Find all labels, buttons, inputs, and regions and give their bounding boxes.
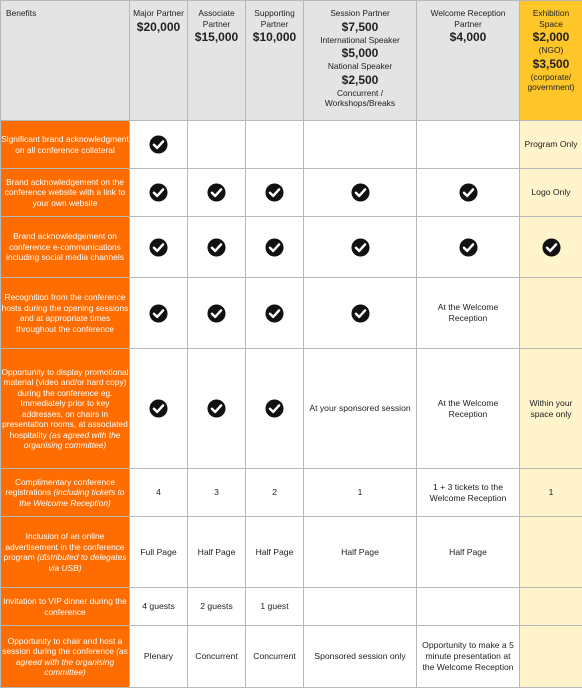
major-cell bbox=[130, 278, 188, 349]
exhibition-cell bbox=[520, 588, 582, 626]
check-circle-icon bbox=[149, 183, 168, 202]
benefit-text: Inclusion of an online advertisement in the conference program bbox=[3, 531, 125, 562]
associate-cell bbox=[188, 469, 246, 517]
check-circle-icon bbox=[207, 304, 226, 323]
major-partner-header bbox=[130, 1, 188, 121]
session-cell bbox=[304, 626, 417, 688]
supporting-value: 1 guest bbox=[260, 601, 289, 612]
table-row bbox=[1, 469, 582, 517]
exhibition-value: Within your space only bbox=[529, 397, 573, 419]
table-row bbox=[1, 517, 582, 588]
supporting-cell bbox=[246, 121, 304, 169]
exhibition-space-name: Exhibition Space bbox=[532, 8, 570, 29]
benefit-description bbox=[1, 278, 130, 349]
session-price-national: $5,000 bbox=[341, 46, 379, 60]
reception-cell bbox=[417, 169, 520, 217]
check-circle-icon bbox=[149, 238, 168, 257]
associate-cell bbox=[188, 169, 246, 217]
supporting-cell bbox=[246, 169, 304, 217]
associate-cell bbox=[188, 349, 246, 469]
benefit-description bbox=[1, 469, 130, 517]
reception-value: 1 + 3 tickets to the Welcome Reception bbox=[429, 481, 507, 503]
associate-partner-name: Associate Partner bbox=[198, 8, 235, 29]
check-circle-icon bbox=[459, 238, 478, 257]
session-value: At your sponsored session bbox=[309, 403, 411, 414]
header-row bbox=[1, 1, 582, 121]
supporting-partner-name: Supporting Partner bbox=[254, 8, 295, 29]
major-cell bbox=[130, 169, 188, 217]
reception-cell bbox=[417, 121, 520, 169]
table-row bbox=[1, 169, 582, 217]
associate-cell bbox=[188, 588, 246, 626]
supporting-cell bbox=[246, 588, 304, 626]
supporting-cell bbox=[246, 217, 304, 278]
benefits-header bbox=[1, 1, 130, 121]
table-row bbox=[1, 626, 582, 688]
benefit-note: (as agreed with the organising committee) bbox=[23, 429, 121, 450]
supporting-cell bbox=[246, 517, 304, 588]
major-value: Full Page bbox=[140, 546, 177, 557]
major-value: Plenary bbox=[143, 651, 174, 662]
exhibition-space-header bbox=[520, 1, 582, 121]
reception-value: At the Welcome Reception bbox=[437, 397, 499, 419]
exhibition-cell bbox=[520, 169, 582, 217]
reception-cell bbox=[417, 588, 520, 626]
session-cell bbox=[304, 588, 417, 626]
session-partner-name: Session Partner bbox=[330, 8, 390, 18]
major-cell bbox=[130, 588, 188, 626]
session-label-concurrent: Concurrent / Workshops/Breaks bbox=[324, 87, 396, 108]
check-circle-icon bbox=[265, 399, 284, 418]
check-circle-icon bbox=[207, 238, 226, 257]
associate-value: Half Page bbox=[197, 546, 236, 557]
benefit-rows bbox=[1, 121, 582, 688]
associate-cell bbox=[188, 217, 246, 278]
check-circle-icon bbox=[265, 238, 284, 257]
check-circle-icon bbox=[351, 183, 370, 202]
exhibition-cell bbox=[520, 626, 582, 688]
benefit-text: Opportunity to chair and host a session during the conference bbox=[2, 635, 123, 656]
associate-partner-header bbox=[188, 1, 246, 121]
benefit-text: Significant brand acknowledgment on all conference collateral bbox=[1, 134, 129, 155]
exhibition-value: 1 bbox=[548, 487, 554, 498]
exhibition-value: Logo Only bbox=[531, 187, 571, 198]
reception-value: Half Page bbox=[449, 546, 487, 557]
session-label-national: National Speaker bbox=[327, 61, 393, 71]
associate-cell bbox=[188, 121, 246, 169]
session-price-concurrent: $2,500 bbox=[341, 72, 379, 87]
benefit-text: Recognition from the conference hosts during the opening sessions and at appropriate times throughout the conference bbox=[1, 292, 129, 334]
session-cell bbox=[304, 217, 417, 278]
table-row bbox=[1, 588, 582, 626]
benefit-text: Opportunity to display promotional material (video and/or hard copy) during the conference eg. Immediately prior to key addresses, on chairs in presentation rooms, at associated hospitality bbox=[1, 366, 129, 440]
session-cell bbox=[304, 278, 417, 349]
major-value: 4 bbox=[156, 487, 161, 498]
session-value: Half Page bbox=[341, 546, 379, 557]
major-cell bbox=[130, 349, 188, 469]
reception-value: At the Welcome Reception bbox=[437, 302, 499, 323]
check-circle-icon bbox=[207, 399, 226, 418]
supporting-cell bbox=[246, 278, 304, 349]
supporting-cell bbox=[246, 626, 304, 688]
supporting-value: 2 bbox=[272, 487, 277, 498]
supporting-cell bbox=[246, 349, 304, 469]
exhibition-cell bbox=[520, 217, 582, 278]
session-cell bbox=[304, 349, 417, 469]
check-circle-icon bbox=[149, 304, 168, 323]
associate-value: Concurrent bbox=[195, 651, 238, 662]
session-cell bbox=[304, 169, 417, 217]
session-value: 1 bbox=[357, 487, 363, 498]
session-cell bbox=[304, 517, 417, 588]
check-circle-icon bbox=[351, 238, 370, 257]
major-cell bbox=[130, 626, 188, 688]
associate-value: 2 guests bbox=[200, 601, 233, 612]
welcome-reception-header bbox=[417, 1, 520, 121]
associate-cell bbox=[188, 626, 246, 688]
supporting-value: Half Page bbox=[255, 546, 294, 557]
exhibition-value: Program Only bbox=[524, 139, 578, 150]
benefit-note: (including tickets to the Welcome Reception) bbox=[19, 487, 125, 508]
supporting-cell bbox=[246, 469, 304, 517]
session-value: Sponsored session only bbox=[314, 651, 406, 662]
reception-cell bbox=[417, 217, 520, 278]
benefit-text: Invitation to VIP dinner during the conference bbox=[3, 596, 127, 617]
session-label-international: International Speaker bbox=[320, 34, 400, 45]
table-row bbox=[1, 349, 582, 469]
exhibition-label-corporate: (corporate/ government) bbox=[527, 71, 575, 92]
major-value: 4 guests bbox=[142, 601, 175, 612]
benefits-header-label: Benefits bbox=[6, 8, 37, 18]
reception-cell bbox=[417, 278, 520, 349]
table-row bbox=[1, 121, 582, 169]
welcome-reception-name: Welcome Reception Partner bbox=[430, 8, 506, 29]
reception-cell bbox=[417, 626, 520, 688]
exhibition-cell bbox=[520, 121, 582, 169]
session-cell bbox=[304, 469, 417, 517]
session-cell bbox=[304, 121, 417, 169]
benefit-description bbox=[1, 169, 130, 217]
benefit-description bbox=[1, 121, 130, 169]
reception-cell bbox=[417, 517, 520, 588]
check-circle-icon bbox=[265, 183, 284, 202]
benefit-description bbox=[1, 217, 130, 278]
check-circle-icon bbox=[542, 238, 561, 257]
benefit-description bbox=[1, 588, 130, 626]
reception-cell bbox=[417, 349, 520, 469]
benefit-note: (as agreed with the organising committee) bbox=[15, 646, 128, 677]
associate-value: 3 bbox=[214, 487, 219, 498]
supporting-value: Concurrent bbox=[253, 651, 296, 662]
exhibition-cell bbox=[520, 469, 582, 517]
major-partner-price: $20,000 bbox=[136, 19, 181, 34]
check-circle-icon bbox=[149, 135, 168, 154]
reception-cell bbox=[417, 469, 520, 517]
benefit-description bbox=[1, 517, 130, 588]
reception-value: Opportunity to make a 5 minute presentation at the Welcome Reception bbox=[422, 640, 514, 672]
benefit-description bbox=[1, 626, 130, 688]
exhibition-label-ngo: (NGO) bbox=[538, 45, 564, 55]
check-circle-icon bbox=[265, 304, 284, 323]
exhibition-cell bbox=[520, 278, 582, 349]
major-partner-name: Major Partner bbox=[133, 8, 184, 18]
check-circle-icon bbox=[351, 304, 370, 323]
session-partner-header bbox=[304, 1, 417, 121]
associate-cell bbox=[188, 517, 246, 588]
major-cell bbox=[130, 217, 188, 278]
session-price-international: $7,500 bbox=[341, 19, 379, 34]
associate-partner-price: $15,000 bbox=[194, 30, 239, 44]
associate-cell bbox=[188, 278, 246, 349]
benefit-text: Brand acknowledgement on conference e-communications including social media channels bbox=[6, 231, 124, 263]
exhibition-cell bbox=[520, 349, 582, 469]
major-cell bbox=[130, 121, 188, 169]
welcome-reception-price: $4,000 bbox=[449, 30, 487, 44]
major-cell bbox=[130, 517, 188, 588]
benefit-text: Complimentary conference registrations bbox=[5, 476, 116, 498]
check-circle-icon bbox=[149, 399, 168, 418]
exhibition-price-ngo: $2,000 bbox=[532, 30, 570, 44]
table-row bbox=[1, 278, 582, 349]
supporting-partner-header bbox=[246, 1, 304, 121]
table-row bbox=[1, 217, 582, 278]
major-cell bbox=[130, 469, 188, 517]
check-circle-icon bbox=[459, 183, 478, 202]
check-circle-icon bbox=[207, 183, 226, 202]
benefit-note: (distributed to delegates via USB) bbox=[37, 552, 127, 573]
exhibition-cell bbox=[520, 517, 582, 588]
benefit-description bbox=[1, 349, 130, 469]
benefit-text: Brand acknowledgement on the conference website with a link to your own website bbox=[4, 176, 126, 208]
exhibition-price-corporate: $3,500 bbox=[532, 56, 570, 71]
supporting-partner-price: $10,000 bbox=[252, 30, 297, 44]
